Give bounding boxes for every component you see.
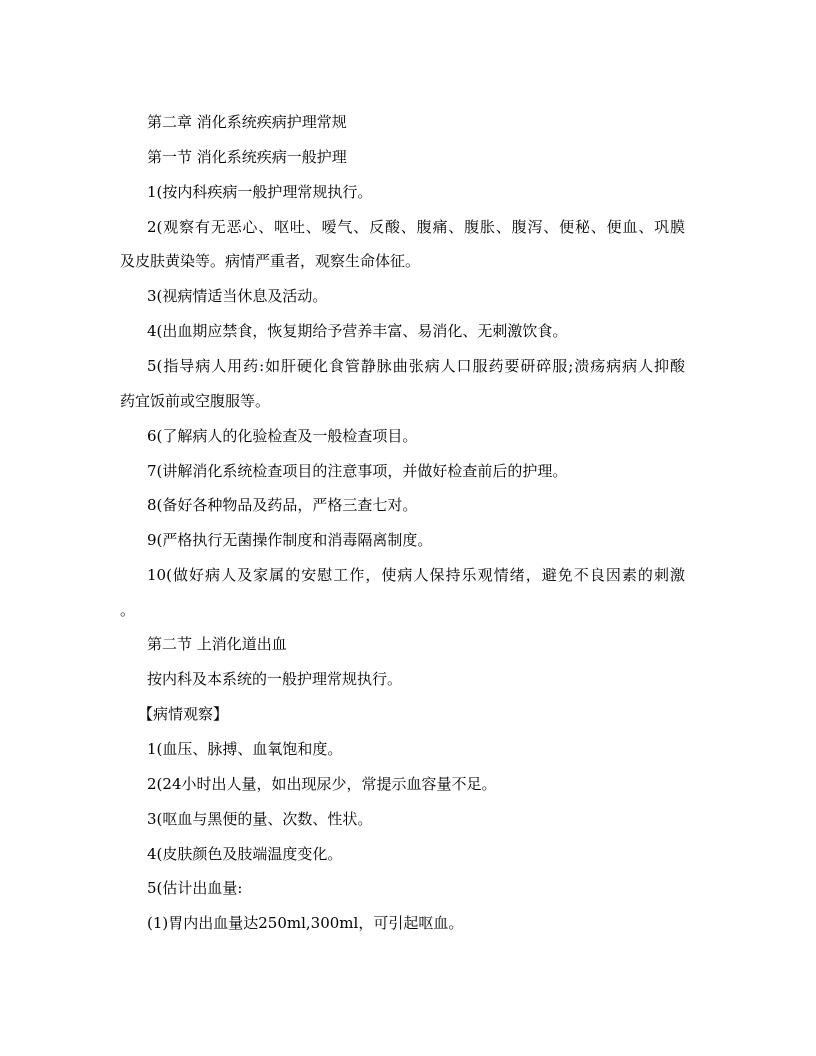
paragraph-line: 1(血压、脉搏、血氧饱和度。 (147, 740, 343, 758)
paragraph-line: 按内科及本系统的一般护理常规执行。 (147, 670, 403, 688)
chapter-title: 第二章 消化系统疾病护理常规 (147, 113, 347, 131)
paragraph-line: 8(备好各种物品及药品，严格三查七对。 (147, 496, 418, 514)
paragraph-line: 药宜饭前或空腹服等。 (120, 392, 271, 410)
paragraph-line: 7(讲解消化系统检查项目的注意事项，并做好检查前后的护理。 (147, 462, 568, 480)
paragraph-line: 2(观察有无恶心、呕吐、嗳气、反酸、腹痛、腹胀、腹泻、便秘、便血、巩膜 (147, 218, 685, 236)
section-title: 第一节 消化系统疾病一般护理 (147, 148, 347, 166)
paragraph-line: 5(指导病人用药:如肝硬化食管静脉曲张病人口服药要研碎服;溃疡病病人抑酸 (147, 357, 685, 375)
paragraph-line: 10(做好病人及家属的安慰工作，使病人保持乐观情绪，避免不良因素的刺激 (147, 566, 685, 584)
paragraph-line: 5(估计出血量: (147, 879, 243, 897)
paragraph-line: 6(了解病人的化验检查及一般检查项目。 (147, 427, 418, 445)
paragraph-line: 1(按内科疾病一般护理常规执行。 (147, 183, 373, 201)
paragraph-line: (1)胃内出血量达250ml,300ml，可引起呕血。 (147, 914, 464, 932)
paragraph-line: 3(呕血与黑便的量、次数、性状。 (147, 810, 373, 828)
paragraph-line: 9(严格执行无菌操作制度和消毒隔离制度。 (147, 531, 433, 549)
section-title: 第二节 上消化道出血 (147, 635, 287, 653)
paragraph-line: 3(视病情适当休息及活动。 (147, 287, 328, 305)
paragraph-line: 4(出血期应禁食，恢复期给予营养丰富、易消化、无刺激饮食。 (147, 322, 568, 340)
paragraph-line: 2(24小时出人量，如出现尿少，常提示血容量不足。 (147, 775, 497, 793)
subsection-heading: 【病情观察】 (138, 705, 229, 723)
paragraph-line: 。 (120, 601, 136, 619)
paragraph-line: 及皮肤黄染等。病情严重者，观察生命体征。 (120, 252, 421, 270)
paragraph-line: 4(皮肤颜色及肢端温度变化。 (147, 845, 343, 863)
